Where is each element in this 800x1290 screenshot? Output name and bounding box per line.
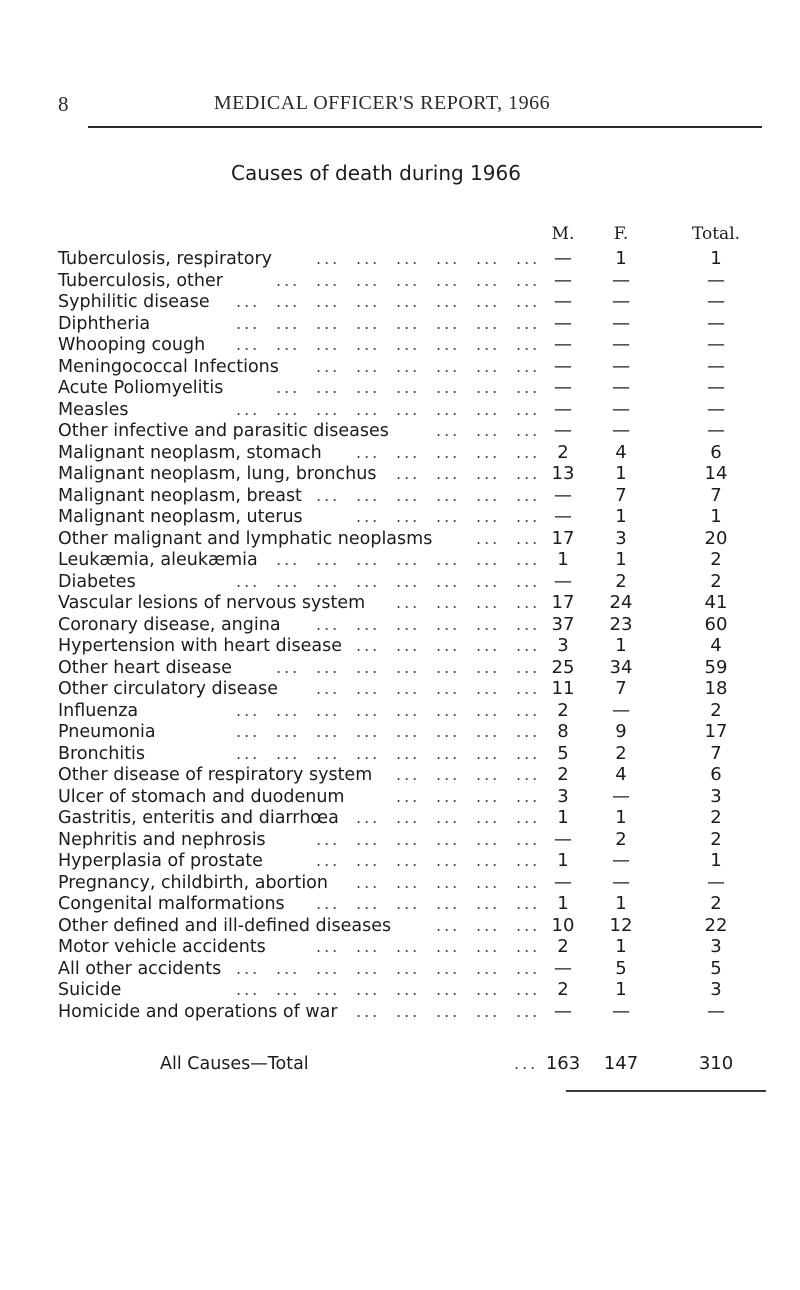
cause-label: Acute Poliomyelitis xyxy=(58,378,224,398)
cell-f: 1 xyxy=(615,549,627,570)
cell-m: — xyxy=(554,398,572,420)
cause-label: Motor vehicle accidents xyxy=(58,937,266,957)
cause-label: Malignant neoplasm, lung, bronchus xyxy=(58,464,377,484)
cell-total: 17 xyxy=(704,721,728,742)
running-title xyxy=(0,92,800,115)
cell-f: — xyxy=(612,355,630,377)
table-row: Other heart disease ... ... ... ... ... ... ... 25 34 59 xyxy=(0,657,800,679)
cell-m: — xyxy=(554,828,572,850)
table-row: Suicide ... ... ... ... ... ... ... ... 2 1 3 xyxy=(0,979,800,1001)
cell-f: 12 xyxy=(609,914,633,936)
cell-f: 1 xyxy=(615,506,627,527)
cell-m: — xyxy=(554,355,572,377)
table-row: Pneumonia ... ... ... ... ... ... ... ... 8 9 17 xyxy=(0,721,800,743)
cell-f: — xyxy=(612,785,630,807)
cell-total: 22 xyxy=(704,914,728,936)
cause-label: Diphtheria xyxy=(58,313,151,334)
page-number: 8 xyxy=(58,92,69,116)
cell-total: — xyxy=(707,377,725,398)
cause-label: Bronchitis xyxy=(58,743,146,764)
cell-total: 2 xyxy=(710,699,722,721)
cell-m: — xyxy=(554,506,572,527)
cause-label: Pregnancy, childbirth, abortion xyxy=(58,872,328,893)
cell-m: 1 xyxy=(557,893,569,914)
cell-m: — xyxy=(554,269,572,291)
cause-label: Other infective and parasitic diseases xyxy=(58,421,389,441)
table-row: Other disease of respiratory system ... ... ... ... 2 4 6 xyxy=(0,764,800,786)
cell-total: 2 xyxy=(710,828,722,850)
cell-m: — xyxy=(554,334,572,355)
cell-m: — xyxy=(554,1000,572,1022)
cell-total: 2 xyxy=(710,807,722,828)
table-row: Leukæmia, aleukæmia ... ... ... ... ... ... ... 1 1 2 xyxy=(0,549,800,571)
page-title xyxy=(0,161,800,185)
cell-total: 4 xyxy=(710,635,722,656)
top-rule xyxy=(88,126,762,128)
table-row: Syphilitic disease ... ... ... ... ... ... ... ... — — — xyxy=(0,291,800,313)
bottom-rule xyxy=(566,1090,766,1092)
cell-m: 37 xyxy=(551,613,575,635)
cell-f: 23 xyxy=(609,613,633,635)
cell-m: 25 xyxy=(551,656,575,678)
cell-total: 60 xyxy=(704,613,728,635)
cell-m: 2 xyxy=(557,441,569,463)
cause-label: Other disease of respiratory system xyxy=(58,765,373,785)
cell-f: 3 xyxy=(615,527,627,549)
table-row: Other circulatory disease ... ... ... ... ... ... 11 7 18 xyxy=(0,678,800,700)
cause-label: Other malignant and lymphatic neoplasms xyxy=(58,528,433,549)
table-row: Malignant neoplasm, stomach ... ... ... ... ... 2 4 6 xyxy=(0,442,800,464)
cause-label: Other circulatory disease xyxy=(58,679,278,699)
table-row: Gastritis, enteritis and diarrhœa ... ... ... ... ... 1 1 2 xyxy=(0,807,800,829)
table-row: Measles ... ... ... ... ... ... ... ... — — — xyxy=(0,399,800,421)
table-row: Other defined and ill-defined diseases ... ... ... 10 12 22 xyxy=(0,915,800,937)
cell-total: 7 xyxy=(710,484,722,506)
totals-f: 147 xyxy=(603,1053,639,1074)
page-title-text: Causes of death during 1966 xyxy=(231,161,521,185)
cause-label: Tuberculosis, other xyxy=(58,270,223,291)
table-row: Homicide and operations of war ... ... ... ... ... — — — xyxy=(0,1001,800,1023)
table-row: All other accidents ... ... ... ... ... ... ... ... — 5 5 xyxy=(0,958,800,980)
cell-m: 8 xyxy=(557,721,569,742)
cell-f: 24 xyxy=(609,592,633,613)
cell-f: 2 xyxy=(615,570,627,592)
cause-label: Homicide and operations of war xyxy=(58,1001,338,1022)
totals-leader-dots: ... xyxy=(514,1054,539,1073)
table-row: Tuberculosis, respiratory ... ... ... ... ... ... — 1 1 xyxy=(0,248,800,270)
cell-total: — xyxy=(707,269,725,291)
cell-f: 1 xyxy=(615,979,627,1000)
table-row: Malignant neoplasm, breast ... ... ... ... ... ... — 7 7 xyxy=(0,485,800,507)
cell-f: — xyxy=(612,312,630,334)
table-row: Other infective and parasitic diseases ... ... ... — — — xyxy=(0,420,800,442)
cause-label: Tuberculosis, respiratory xyxy=(58,249,273,269)
cell-total: 6 xyxy=(710,441,722,463)
cell-total: 2 xyxy=(710,570,722,592)
table-row: Nephritis and nephrosis ... ... ... ... ... ... — 2 2 xyxy=(0,829,800,851)
totals-label: All Causes—Total xyxy=(160,1054,309,1074)
cell-f: — xyxy=(612,850,630,871)
cell-m: 1 xyxy=(557,807,569,828)
totals-m: 163 xyxy=(545,1053,581,1074)
cell-m: — xyxy=(554,420,572,441)
cause-label: Hyperplasia of prostate xyxy=(58,851,263,871)
cell-total: 2 xyxy=(710,893,722,914)
cell-f: — xyxy=(612,334,630,355)
cause-label: Other heart disease xyxy=(58,657,232,678)
cause-label: Gastritis, enteritis and diarrhœa xyxy=(58,808,339,828)
table-row: Malignant neoplasm, uterus ... ... ... ... ... — 1 1 xyxy=(0,506,800,528)
table-row: Acute Poliomyelitis ... ... ... ... ... ... ... — — — xyxy=(0,377,800,399)
cell-m: 17 xyxy=(551,592,575,613)
cell-total: — xyxy=(707,398,725,420)
table-row: Diphtheria ... ... ... ... ... ... ... ... — — — xyxy=(0,313,800,335)
cell-total: 7 xyxy=(710,742,722,764)
table-row: Influenza ... ... ... ... ... ... ... ... 2 — 2 xyxy=(0,700,800,722)
cell-f: — xyxy=(612,377,630,398)
cell-f: 5 xyxy=(615,957,627,979)
cell-f: — xyxy=(612,871,630,893)
table-row: Hyperplasia of prostate ... ... ... ... ... ... 1 — 1 xyxy=(0,850,800,872)
table-row: Vascular lesions of nervous system ... ... ... ... 17 24 41 xyxy=(0,592,800,614)
cell-f: 1 xyxy=(615,807,627,828)
cell-f: — xyxy=(612,420,630,441)
cell-total: 3 xyxy=(710,979,722,1000)
cell-total: 1 xyxy=(710,248,722,269)
cell-f: 1 xyxy=(615,893,627,914)
cell-f: 2 xyxy=(615,742,627,764)
cell-m: 11 xyxy=(551,678,575,699)
cell-m: — xyxy=(554,484,572,506)
column-header-f: F. xyxy=(613,224,629,244)
cell-total: 5 xyxy=(710,957,722,979)
cell-m: 2 xyxy=(557,979,569,1000)
cell-m: 3 xyxy=(557,785,569,807)
table-row: Other malignant and lymphatic neoplasms ... ... 17 3 20 xyxy=(0,528,800,550)
table-row: Diabetes ... ... ... ... ... ... ... ... — 2 2 xyxy=(0,571,800,593)
table-row: Congenital malformations ... ... ... ... ... ... 1 1 2 xyxy=(0,893,800,915)
cell-m: — xyxy=(554,291,572,312)
cell-total: — xyxy=(707,291,725,312)
cell-m: 2 xyxy=(557,764,569,785)
cell-f: — xyxy=(612,699,630,721)
cell-total: 59 xyxy=(704,656,728,678)
cause-label: Other defined and ill-defined diseases xyxy=(58,915,392,936)
cell-total: — xyxy=(707,420,725,441)
cell-total: — xyxy=(707,1000,725,1022)
table-row: Bronchitis ... ... ... ... ... ... ... ... 5 2 7 xyxy=(0,743,800,765)
table-row: Pregnancy, childbirth, abortion ... ... ... ... ... — — — xyxy=(0,872,800,894)
cell-m: 5 xyxy=(557,742,569,764)
cell-total: 41 xyxy=(704,592,728,613)
table-row: Hypertension with heart disease ... ... ... ... ... 3 1 4 xyxy=(0,635,800,657)
cause-label: Congenital malformations xyxy=(58,894,285,914)
cell-m: 2 xyxy=(557,699,569,721)
cell-m: 10 xyxy=(551,914,575,936)
cell-f: 34 xyxy=(609,656,633,678)
cell-f: — xyxy=(612,269,630,291)
cell-total: — xyxy=(707,312,725,334)
cell-m: — xyxy=(554,312,572,334)
cause-label: Suicide xyxy=(58,980,122,1000)
cell-m: — xyxy=(554,871,572,893)
cause-label: Vascular lesions of nervous system xyxy=(58,593,366,613)
cell-total: 3 xyxy=(710,785,722,807)
cause-label: Malignant neoplasm, stomach xyxy=(58,442,322,463)
cell-f: 1 xyxy=(615,936,627,957)
cell-total: — xyxy=(707,355,725,377)
cell-f: 1 xyxy=(615,635,627,656)
cell-f: 1 xyxy=(615,248,627,269)
cell-total: 3 xyxy=(710,936,722,957)
cell-f: 7 xyxy=(615,484,627,506)
cell-total: 6 xyxy=(710,764,722,785)
table-row: Meningococcal Infections ... ... ... ... ... ... — — — xyxy=(0,356,800,378)
cell-f: — xyxy=(612,398,630,420)
totals-total: 310 xyxy=(698,1053,734,1074)
cell-m: — xyxy=(554,248,572,269)
cause-label: Measles xyxy=(58,399,129,420)
cell-f: 7 xyxy=(615,678,627,699)
cell-f: — xyxy=(612,291,630,312)
cell-m: 17 xyxy=(551,527,575,549)
cause-label: All other accidents xyxy=(58,958,222,979)
cause-label: Nephritis and nephrosis xyxy=(58,829,266,850)
cell-f: 4 xyxy=(615,441,627,463)
cause-label: Pneumonia xyxy=(58,722,156,742)
cell-total: 1 xyxy=(710,506,722,527)
cause-label: Diabetes xyxy=(58,571,136,592)
cell-total: — xyxy=(707,334,725,355)
cell-m: — xyxy=(554,957,572,979)
cause-label: Whooping cough xyxy=(58,335,206,355)
cause-label: Malignant neoplasm, uterus xyxy=(58,507,303,527)
cause-label: Malignant neoplasm, breast xyxy=(58,485,302,506)
cause-label: Leukæmia, aleukæmia xyxy=(58,550,258,570)
running-title-text: MEDICAL OFFICER'S REPORT, 1966 xyxy=(213,92,551,114)
cell-m: 1 xyxy=(557,549,569,570)
table-row: Motor vehicle accidents ... ... ... ... ... ... 2 1 3 xyxy=(0,936,800,958)
cell-f: 4 xyxy=(615,764,627,785)
table-row: Coronary disease, angina ... ... ... ... ... ... 37 23 60 xyxy=(0,614,800,636)
cell-f: 1 xyxy=(615,463,627,484)
cell-total: 18 xyxy=(704,678,728,699)
cause-label: Hypertension with heart disease xyxy=(58,636,342,656)
cell-f: 9 xyxy=(615,721,627,742)
cell-m: — xyxy=(554,377,572,398)
cell-m: 3 xyxy=(557,635,569,656)
cell-m: 1 xyxy=(557,850,569,871)
cause-label: Syphilitic disease xyxy=(58,292,210,312)
cell-total: 14 xyxy=(704,463,728,484)
table-row: Ulcer of stomach and duodenum ... ... ... ... 3 — 3 xyxy=(0,786,800,808)
cause-label: Ulcer of stomach and duodenum xyxy=(58,786,345,807)
column-header-m: M. xyxy=(551,224,575,244)
table-row: Whooping cough ... ... ... ... ... ... ... ... — — — xyxy=(0,334,800,356)
cell-m: 2 xyxy=(557,936,569,957)
cause-label: Coronary disease, angina xyxy=(58,614,281,635)
cell-total: 1 xyxy=(710,850,722,871)
table-row: Tuberculosis, other ... ... ... ... ... ... ... — — — xyxy=(0,270,800,292)
cell-total: — xyxy=(707,871,725,893)
cell-m: — xyxy=(554,570,572,592)
cell-f: — xyxy=(612,1000,630,1022)
cell-total: 2 xyxy=(710,549,722,570)
cell-f: 2 xyxy=(615,828,627,850)
cell-m: 13 xyxy=(551,463,575,484)
cause-label: Meningococcal Infections xyxy=(58,356,279,377)
cell-total: 20 xyxy=(704,527,728,549)
cause-label: Influenza xyxy=(58,700,139,721)
table-row: Malignant neoplasm, lung, bronchus ... ... ... ... 13 1 14 xyxy=(0,463,800,485)
column-header-total: Total. xyxy=(691,224,741,244)
